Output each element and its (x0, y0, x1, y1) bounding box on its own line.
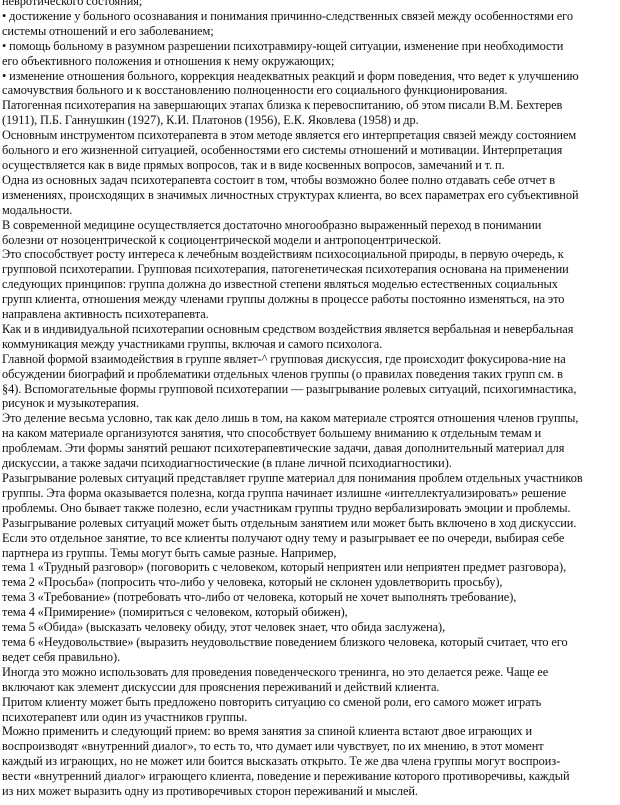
text-line: коммуникация между участниками группы, включая и самого психолога. (2, 336, 383, 351)
text-line: невротического состояния; (2, 0, 143, 8)
paragraph (2, 560, 618, 575)
paragraph (2, 9, 618, 39)
text-line: проблемы. Оно бывает также полезно, если участникам группы трудно вербализировать эмоции и проблемы. (2, 500, 571, 515)
text-line: Разыгрывание ролевых ситуаций может быть отдельным занятием или может быть включено в ход дискуссии. (2, 515, 577, 530)
text-line: групп клиента, отношения между членами группы должны в процессе работы постоянно изменяться, на это (2, 292, 565, 307)
text-line: рисунок и музыкотерапия. (2, 396, 140, 411)
text-line: Патогенная психотерапия на завершающих этапах близка к перевоспитанию, об этом писали В.М. Бехтерев (2, 98, 563, 113)
text-line: групповой психотерапии. Групповая психотерапия, патогенетическая психотерапия основана на применении (2, 262, 569, 277)
paragraph (2, 620, 618, 635)
text-line: группы. Эта форма оказывается полезна, когда группа начинает излишне «интеллектуализировать» решение (2, 485, 567, 500)
text-line: тема 4 «Примирение» (помириться с человеком, который обижен), (2, 605, 348, 620)
document-text (2, 0, 618, 799)
text-line: Можно применить и следующий прием: во время занятия за спиной клиента встают двое играющих и (2, 724, 533, 739)
text-line: тема 1 «Трудный разговор» (поговорить с человеком, который неприятен или неприятен предмет разговора), (2, 560, 567, 575)
paragraph (2, 98, 618, 128)
text-line: психотерапевт или один из участников группы. (2, 709, 248, 724)
paragraph (2, 39, 618, 69)
paragraph (2, 575, 618, 590)
text-line: Притом клиенту может быть предложено повторить ситуацию со сменой роли, его самого может играть (2, 694, 542, 709)
paragraph (2, 695, 618, 725)
text-line: следующих принципов: группа должна до известной степени являться моделью естественных социальных (2, 277, 558, 292)
text-line: модальности. (2, 202, 73, 217)
paragraph (2, 605, 618, 620)
paragraph (2, 471, 618, 560)
text-line: из них может выразить одну из противоречивых сторон переживаний и мыслей. (2, 784, 418, 799)
text-line: проблемам. Эти формы занятий решают психотерапевтические задачи, давая дополнительный материал для (2, 441, 565, 456)
text-line: направлена активность психотерапевта. (2, 307, 209, 322)
text-line: тема 5 «Обида» (высказать человеку обиду, этот человек знает, что обида заслужена), (2, 620, 446, 635)
text-line: • помощь больному в разумном разрешении психотравмиру-ющей ситуации, изменение при необходимости (2, 38, 564, 53)
text-line: болезни от нозоцентрической к социоцентрической модели и антропоцентрической. (2, 232, 442, 247)
paragraph (2, 247, 618, 322)
text-line: на каком материале организуются занятия, что способствует большему вниманию к отдельным темам и (2, 426, 542, 441)
text-line: Иногда это можно использовать для проведения поведенческого тренинга, но это делается реже. Чаще ее (2, 664, 549, 679)
text-line: его объективного положения и отношения к нему окружающих; (2, 53, 335, 68)
text-line: Одна из основных задач психотерапевта состоит в том, чтобы возможно более полно отдавать себе отчет в (2, 172, 556, 187)
text-line: партнера из группы. Темы могут быть самые разные. Например, (2, 545, 337, 560)
text-line: • изменение отношения больного, коррекция неадекватных реакций и форм поведения, что ведет к улучшению (2, 68, 579, 83)
text-line: Разыгрывание ролевых ситуаций представляет группе материал для понимания проблем отдельных участников (2, 471, 583, 485)
paragraph (2, 724, 618, 799)
text-line: включают как элемент дискуссии для прояснения переживаний и действий клиента. (2, 679, 440, 694)
text-line: тема 3 «Требование» (потребовать что-либо от человека, который не хочет выполнять требование), (2, 590, 517, 605)
text-line: §4). Вспомогательные формы групповой психотерапии — разыгрывание ролевых ситуаций, психогимнастика, (2, 381, 577, 396)
paragraph (2, 218, 618, 248)
paragraph (2, 322, 618, 352)
paragraph (2, 411, 618, 471)
text-line: системы отношений и его заболеванием; (2, 23, 214, 38)
text-line: изменениях, происходящих в значимых личностных структурах клиента, во всех параметрах его субъективной (2, 187, 579, 202)
text-line: • достижение у больного осознавания и понимания причинно-следственных связей между особенностями его (2, 8, 574, 23)
text-line: тема 2 «Просьба» (попросить что-либо у человека, который не склонен удовлетворить просьбу), (2, 575, 503, 590)
text-line: тема 6 «Неудовольствие» (выразить неудовольствие поведением близкого человека, который считает, что его (2, 634, 568, 649)
text-line: ведет себя правильно). (2, 649, 121, 664)
text-line: дискуссии, а также задачи психодиагностические (в плане личной психодиагностики). (2, 456, 452, 471)
text-line: самочувствия больного и к восстановлению полноценности его социального функционирования. (2, 83, 508, 98)
text-line: Если это отдельное занятие, то все клиенты получают одну тему и разыгрывает ее по очереди, выбирая себе (2, 530, 565, 545)
text-line: каждый из играющих, но не может или боится высказать открыто. Те же два члена группы могут воспроиз- (2, 754, 561, 769)
paragraph (2, 635, 618, 665)
text-line: (1911), П.Б. Ганнушкин (1927), К.И. Платонов (1956), Е.К. Яковлева (1958) и др. (2, 113, 419, 128)
paragraph (2, 590, 618, 605)
text-line: В современной медицине осуществляется достаточно многообразно выраженный переход в понимании (2, 217, 542, 232)
paragraph (2, 665, 618, 695)
paragraph (2, 0, 618, 9)
text-line: обсуждении биографий и проблематики отдельных членов группы (о правилах поведения таких групп см. в (2, 366, 563, 381)
text-line: Основным инструментом психотерапевта в этом методе является его интерпретация связей между состоянием (2, 128, 577, 143)
paragraph (2, 173, 618, 218)
text-line: больного и его жизненной ситуацией, особенностями его системы отношений и мотивации. Интерпретация (2, 143, 563, 158)
text-line: Это деление весьма условно, так как дело лишь в том, на каком материале строятся отношения членов группы, (2, 411, 579, 426)
paragraph (2, 128, 618, 173)
text-line: вести «внутренний диалог» играющего клиента, поведение и переживание которого противоречивы, каждый (2, 769, 570, 784)
text-line: Как и в индивидуальной психотерапии основным средством воздействия является вербальная и невербальная (2, 321, 574, 336)
text-line: Главной формой взаимодействия в группе являет-^ групповая дискуссия, где происходит фокусирова-ние на (2, 351, 566, 366)
text-line: Это способствует росту интереса к лечебным воздействиям психосоциальной природы, в первую очередь, к (2, 247, 564, 262)
text-line: осуществляется как в виде прямых вопросов, так и в виде косвенных вопросов, замечаний и т. п. (2, 157, 505, 172)
paragraph (2, 352, 618, 412)
paragraph (2, 69, 618, 99)
text-line: воспроизводят «внутренний диалог», то есть то, что думает или чувствует, по их мнению, в этот момент (2, 739, 544, 754)
